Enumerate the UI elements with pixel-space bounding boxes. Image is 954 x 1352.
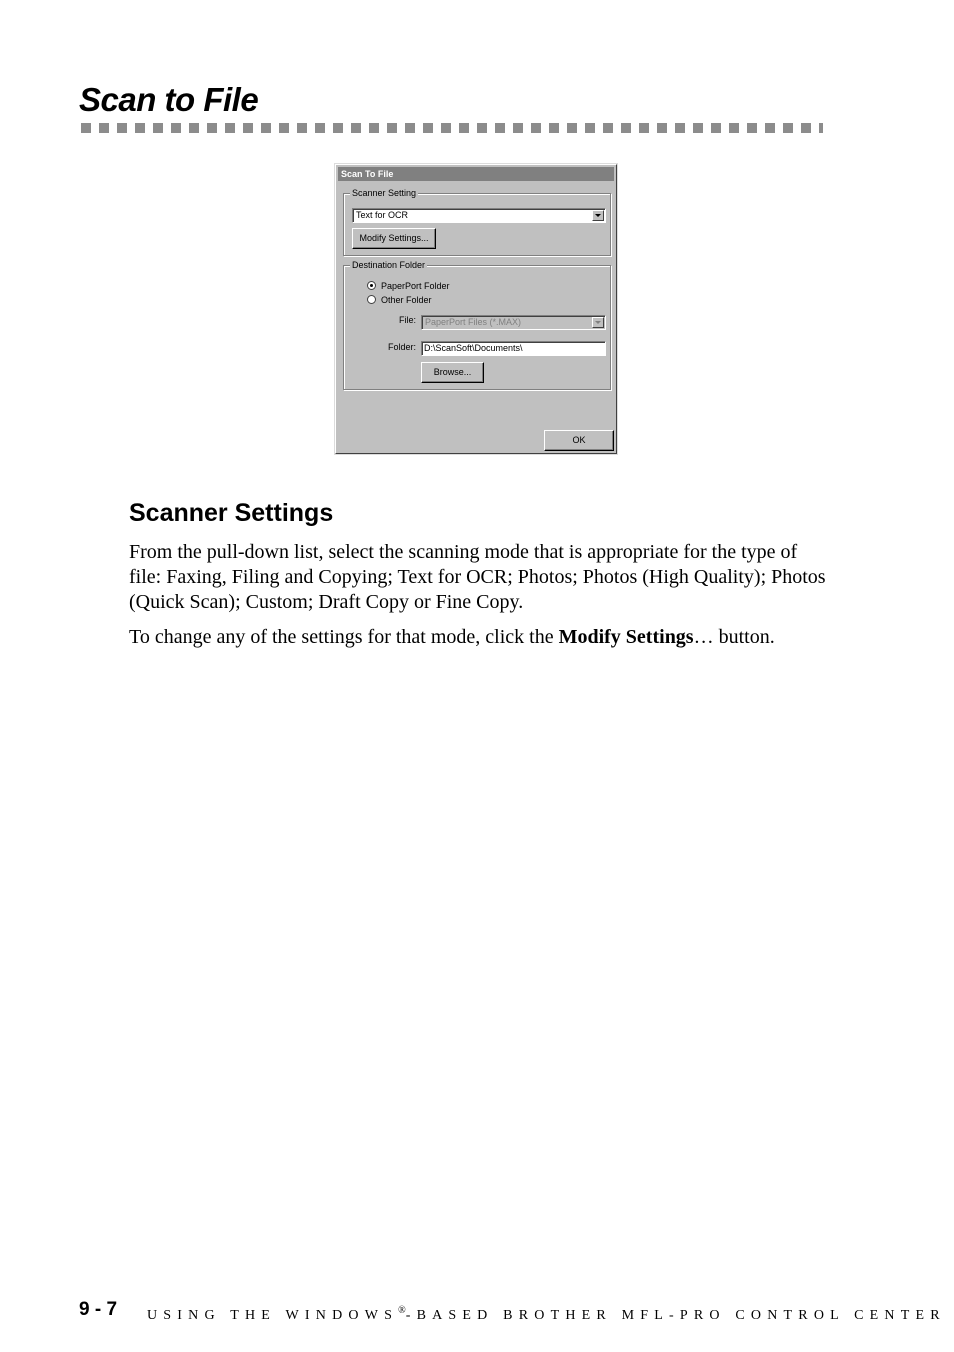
paragraph-scan-modes: From the pull-down list, select the scanning mode that is appropriate for the type of file: Faxing, Filing and Copying; Text for OCR; Photos; Photos (High Quality); Photos (Quick Scan); Custom; Draft Copy or Fine Copy. bbox=[129, 541, 826, 613]
chevron-down-icon bbox=[592, 317, 604, 328]
radio-paperport-label: PaperPort Folder bbox=[381, 281, 450, 291]
running-footer bbox=[147, 1302, 946, 1325]
browse-button[interactable]: Browse... bbox=[421, 362, 484, 383]
radio-selected-icon[interactable] bbox=[367, 281, 376, 290]
page-number: 9 - 7 bbox=[79, 1299, 118, 1320]
section-heading: Scanner Settings bbox=[129, 499, 334, 527]
paragraph-text-end: … button. bbox=[693, 626, 775, 648]
modify-settings-button[interactable]: Modify Settings... bbox=[352, 228, 436, 249]
page-title: Scan to File bbox=[79, 81, 259, 118]
scanner-setting-label: Scanner Setting bbox=[352, 188, 417, 198]
title-dotted-rule bbox=[81, 123, 823, 133]
destination-folder-label: Destination Folder bbox=[352, 260, 426, 270]
file-label: File: bbox=[398, 315, 416, 325]
registered-mark: ® bbox=[398, 1305, 406, 1316]
running-head-part1: USING THE WINDOWS bbox=[147, 1308, 399, 1323]
scan-to-file-dialog bbox=[335, 164, 617, 454]
paragraph-text: To change any of the settings for that mode, click the bbox=[129, 626, 559, 648]
modify-settings-emphasis: Modify Settings bbox=[558, 626, 694, 648]
radio-other-label: Other Folder bbox=[381, 295, 432, 305]
dialog-title: Scan To File bbox=[341, 169, 394, 179]
scan-mode-dropdown[interactable] bbox=[352, 208, 606, 223]
dialog-title-bar bbox=[338, 167, 614, 181]
paragraph-modify-settings bbox=[129, 625, 829, 650]
running-head-part2: -BASED BROTHER MFL-PRO CONTROL CENTER bbox=[405, 1308, 946, 1323]
file-type-value: PaperPort Files (*.MAX) bbox=[425, 317, 522, 327]
ok-button[interactable]: OK bbox=[544, 430, 614, 451]
folder-path-input[interactable]: D:\ScanSoft\Documents\ bbox=[421, 341, 606, 356]
folder-label: Folder: bbox=[387, 342, 416, 352]
radio-unselected-icon[interactable] bbox=[367, 295, 376, 304]
scan-mode-value: Text for OCR bbox=[356, 210, 409, 220]
chevron-down-icon[interactable] bbox=[592, 210, 604, 221]
file-type-dropdown bbox=[421, 315, 606, 330]
